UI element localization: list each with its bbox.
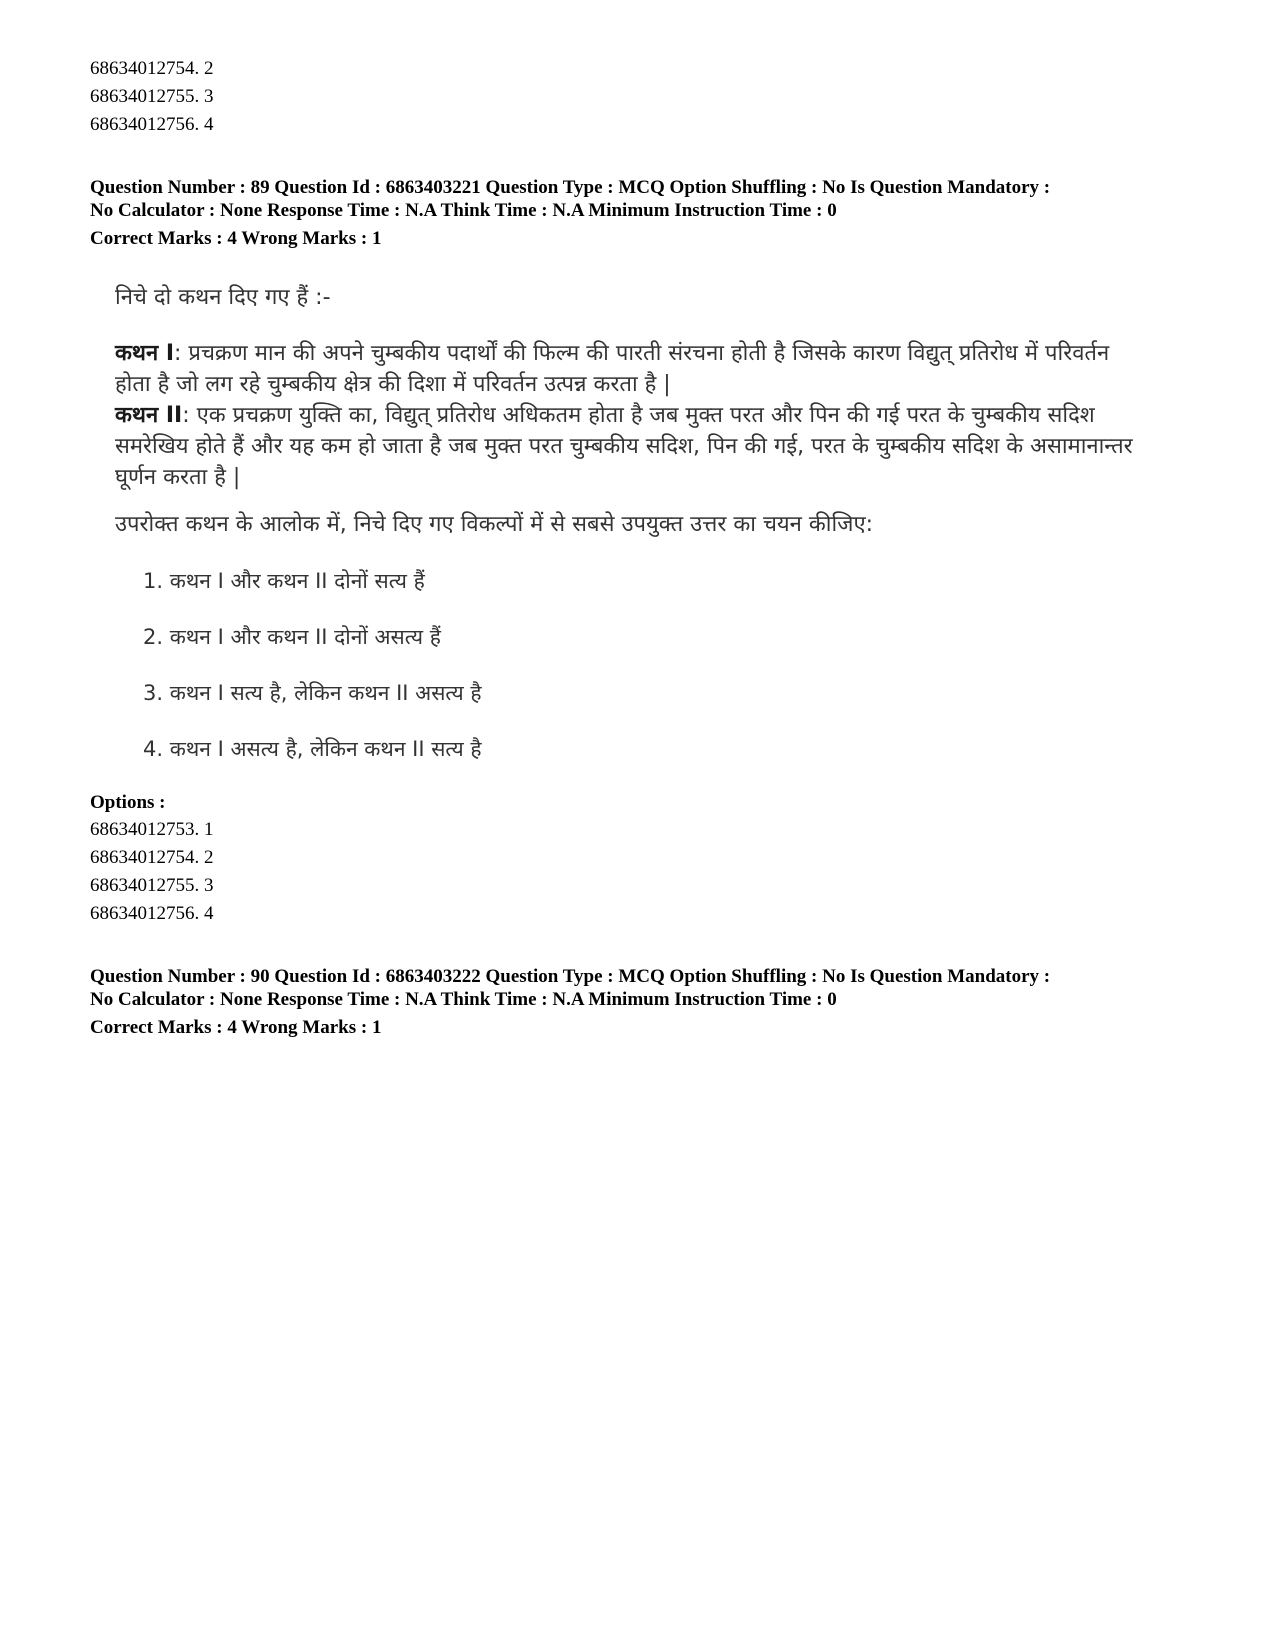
q89-statement-1 bbox=[115, 338, 1135, 400]
q89-statement-2-text: : एक प्रचक्रण युक्ति का, विद्युत् प्रतिरोध अधिकतम होता है जब मुक्त परत और पिन की गई परत के चुम्बकीय सदिश समरेखिय होते हैं और यह कम हो जाता है जब मुक्त परत चुम्बकीय सदिश, पिन की गई, परत के चुम्बकीय सदिश के असामानान्तर घूर्णन करता है | bbox=[115, 403, 1133, 490]
q90-meta bbox=[90, 965, 1210, 1011]
q89-choice: 1. कथन I और कथन II दोनों सत्य हैं bbox=[143, 569, 425, 593]
q89-options-heading: Options : bbox=[90, 792, 166, 813]
q89-meta bbox=[90, 176, 1210, 222]
q90-marks: Correct Marks : 4 Wrong Marks : 1 bbox=[90, 1017, 382, 1038]
q89-meta-line1: Question Number : 89 Question Id : 6863403221 Question Type : MCQ Option Shuffling : No Is Question Mandatory : bbox=[90, 177, 1051, 198]
q89-option: 68634012755. 3 bbox=[90, 875, 214, 896]
q89-prompt: उपरोक्त कथन के आलोक में, निचे दिए गए विकल्पों में से सबसे उपयुक्त उत्तर का चयन कीजिए: bbox=[115, 512, 874, 537]
prev-option-line: 68634012755. 3 bbox=[90, 86, 214, 107]
q89-choice: 2. कथन I और कथन II दोनों असत्य हैं bbox=[143, 625, 441, 649]
q89-meta-line2: No Calculator : None Response Time : N.A Think Time : N.A Minimum Instruction Time : 0 bbox=[90, 200, 837, 221]
q89-statement-2-label: कथन II bbox=[115, 403, 183, 428]
q89-statement-1-label: कथन I bbox=[115, 341, 175, 366]
q90-meta-line1: Question Number : 90 Question Id : 6863403222 Question Type : MCQ Option Shuffling : No Is Question Mandatory : bbox=[90, 966, 1051, 987]
q89-marks: Correct Marks : 4 Wrong Marks : 1 bbox=[90, 228, 382, 249]
q89-choice: 4. कथन I असत्य है, लेकिन कथन II सत्य है bbox=[143, 737, 482, 761]
prev-option-line: 68634012756. 4 bbox=[90, 114, 214, 135]
q90-meta-line2: No Calculator : None Response Time : N.A Think Time : N.A Minimum Instruction Time : 0 bbox=[90, 989, 837, 1010]
q89-statement-2 bbox=[115, 400, 1135, 493]
q89-option: 68634012754. 2 bbox=[90, 847, 214, 868]
prev-option-line: 68634012754. 2 bbox=[90, 58, 214, 79]
q89-intro: निचे दो कथन दिए गए हैं :- bbox=[115, 285, 331, 310]
q89-option: 68634012756. 4 bbox=[90, 903, 214, 924]
q89-option: 68634012753. 1 bbox=[90, 819, 214, 840]
q89-choice: 3. कथन I सत्य है, लेकिन कथन II असत्य है bbox=[143, 681, 482, 705]
q89-statement-1-text: : प्रचक्रण मान की अपने चुम्बकीय पदार्थों की फिल्म की पारती संरचना होती है जिसके कारण विद्युत् प्रतिरोध में परिवर्तन होता है जो लग रहे चुम्बकीय क्षेत्र की दिशा में परिवर्तन उत्पन्न करता है | bbox=[115, 341, 1110, 397]
q89-question-body bbox=[115, 278, 1145, 778]
